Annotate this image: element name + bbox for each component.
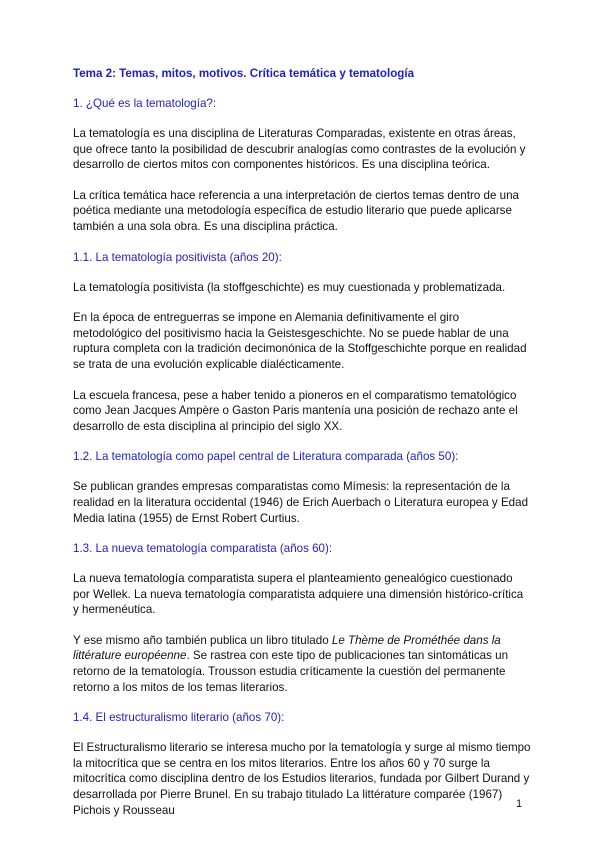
paragraph-1-2: La crítica temática hace referencia a una interpretación de ciertos temas dentro de una poética mediante una metodología específica de estudio literario que puede aplicarse también a una sola obra. Es una disciplina práctica. [73, 188, 519, 233]
book-title-italic: Le Thème de Prométhée dans la littérature européenne [73, 633, 501, 663]
paragraph-1-1-2: En la época de entreguerras se impone en Alemania definitivamente el giro metodológico del positivismo hacia la Geistesgeschichte. No se puede hablar de una ruptura completa con la tradición decimonónica de la Stoffgeschichte porque en realidad se trata de una evolución explicable dialécticamente. [73, 311, 527, 371]
paragraph-1-3-2-lead: Y ese mismo año también publica un libro titulado [73, 633, 332, 647]
section-heading-1-4: 1.4. El estructuralismo literario (años 70): [73, 711, 285, 725]
paragraph-1-3-1: La nueva tematología comparatista supera el planteamiento genealógico cuestionado por Wellek. La nueva tematología comparatista adquiere una dimensión histórico-crítica y hermenéutica. [73, 572, 524, 617]
paragraph-1-1-1: La tematología positivista (la stoffgeschichte) es muy cuestionada y problematizada. [73, 280, 506, 294]
paragraph-1-1-3: La escuela francesa, pese a haber tenido a pioneros en el comparatismo tematológico como Jean Jacques Ampère o Gaston Paris mantenía una posición de rechazo ante el desarrollo de esta disciplina al principio del siglo XX. [73, 388, 518, 433]
section-heading-1-3: 1.3. La nueva tematología comparatista (años 60): [73, 542, 333, 556]
paragraph-1-3-2 [73, 633, 531, 695]
paragraph-1-4-1: El Estructuralismo literario se interesa mucho por la tematología y surge al mismo tiempo la mitocrítica que se centra en los mitos literarios. Entre los años 60 y 70 surge la mitocrítica como disciplina dentro de los Estudios literarios, fundada por Gilbert Durand y desarrollada por Pierre Brunel. En su trabajo titulado La littérature comparée (1967) Pichois y Rousseau [73, 741, 531, 817]
paragraph-1-2-1: Se publican grandes empresas comparatistas como Mímesis: la representación de la realidad en la literatura occidental (1946) de Erich Auerbach o Literatura europea y Edad Media latina (1955) de Ernst Robert Curtius. [73, 480, 529, 525]
section-heading-1: 1. ¿Qué es la tematología?: [73, 97, 217, 110]
document-title: Tema 2: Temas, mitos, motivos. Crítica temática y tematología [73, 67, 415, 80]
section-heading-1-1: 1.1. La tematología positivista (años 20): [73, 250, 282, 264]
section-heading-1-2: 1.2. La tematología como papel central de Literatura comparada (años 50): [73, 450, 459, 464]
page-number: 1 [516, 798, 523, 810]
document-body [73, 66, 531, 833]
paragraph-1-1: La tematología es una disciplina de Literaturas Comparadas, existente en otras áreas, que ofrece tanto la posibilidad de descubrir analogías como contrastes de la evolución y desarrollo de ciertos mitos con componentes históricos. Es una disciplina teórica. [73, 127, 526, 172]
paragraph-1-3-2-tail: . Se rastrea con este tipo de publicaciones tan sintomáticas un retorno de la tematología. Trousson estudia críticamente la cuestión del permanente retorno a los mitos de los temas literarios. [73, 649, 509, 694]
